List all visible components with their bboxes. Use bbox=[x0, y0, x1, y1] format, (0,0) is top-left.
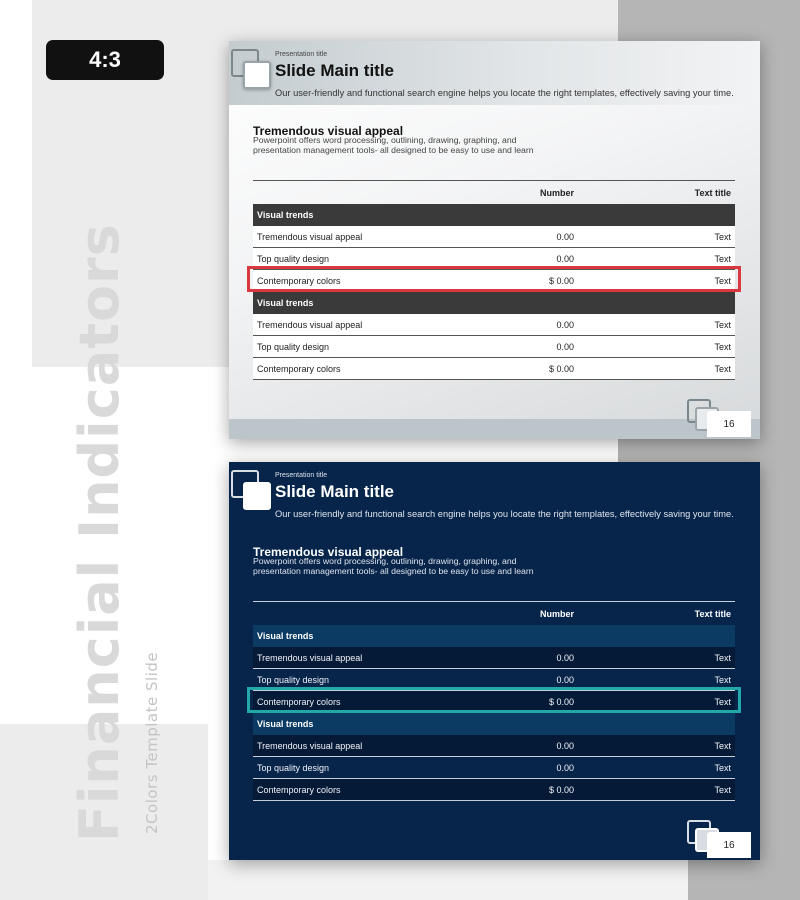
row-highlight-box bbox=[247, 687, 741, 713]
group-label: Visual trends bbox=[257, 210, 314, 220]
cell-text: Text bbox=[714, 341, 731, 352]
presentation-label: Presentation title bbox=[275, 472, 328, 479]
page-number-squares-icon bbox=[687, 399, 751, 437]
side-title: Financial Indicators bbox=[68, 223, 131, 842]
table-row bbox=[253, 735, 735, 757]
cell-name: Tremendous visual appeal bbox=[257, 319, 363, 330]
table-row bbox=[253, 647, 735, 669]
table-row bbox=[253, 336, 735, 358]
cell-name: Contemporary colors bbox=[257, 784, 341, 795]
header-cell-number: Number bbox=[539, 187, 574, 198]
side-subtitle: 2Colors Template Slide bbox=[143, 651, 161, 834]
cell-text: Text bbox=[714, 674, 731, 685]
cell-number: $ 0.00 bbox=[548, 363, 574, 374]
cell-name: Top quality design bbox=[257, 253, 330, 264]
cell-number: $ 0.00 bbox=[548, 784, 574, 795]
table-header-row bbox=[253, 181, 735, 204]
background-block bbox=[208, 860, 688, 900]
table-row bbox=[253, 358, 735, 380]
table-group-row bbox=[253, 292, 735, 314]
cell-name: Contemporary colors bbox=[257, 363, 341, 374]
presentation-label: Presentation title bbox=[275, 51, 328, 58]
table-row bbox=[253, 757, 735, 779]
cell-number: 0.00 bbox=[556, 762, 574, 773]
cell-name: Tremendous visual appeal bbox=[257, 652, 363, 663]
table-row bbox=[253, 314, 735, 336]
header-cell-number: Number bbox=[539, 608, 574, 619]
slide-title: Slide Main title bbox=[275, 482, 395, 501]
cell-number: 0.00 bbox=[556, 341, 574, 352]
cell-name: Top quality design bbox=[257, 341, 330, 352]
cell-number: 0.00 bbox=[556, 253, 574, 264]
section-body: Powerpoint offers word processing, outlining, drawing, graphing, and presentation management tools- all designed to be easy to use and learn bbox=[253, 135, 534, 155]
cell-text: Text bbox=[714, 253, 731, 264]
section-body: Powerpoint offers word processing, outlining, drawing, graphing, and presentation management tools- all designed to be easy to use and learn bbox=[253, 556, 534, 576]
cell-number: 0.00 bbox=[556, 319, 574, 330]
cell-number: 0.00 bbox=[556, 231, 574, 242]
cell-name: Tremendous visual appeal bbox=[257, 740, 363, 751]
table-group-row bbox=[253, 713, 735, 735]
cell-text: Text bbox=[714, 740, 731, 751]
cell-name: Contemporary colors bbox=[257, 696, 341, 707]
page-number-squares-icon bbox=[687, 820, 751, 858]
logo-squares-icon bbox=[231, 470, 271, 510]
slide-light[interactable] bbox=[229, 41, 760, 439]
cell-name: Top quality design bbox=[257, 674, 330, 685]
header-cell-text-title: Text title bbox=[694, 187, 731, 198]
table-group-row bbox=[253, 625, 735, 647]
cell-text: Text bbox=[714, 652, 731, 663]
cell-number: $ 0.00 bbox=[548, 275, 574, 286]
cell-text: Text bbox=[714, 231, 731, 242]
page-number: 16 bbox=[707, 411, 751, 437]
section-title: Tremendous visual appeal bbox=[253, 545, 404, 559]
slide-description: Our user-friendly and functional search engine helps you locate the right templates, effectively saving your time. bbox=[275, 509, 734, 519]
cell-name: Contemporary colors bbox=[257, 275, 341, 286]
page-number: 16 bbox=[707, 832, 751, 858]
cell-text: Text bbox=[714, 762, 731, 773]
table-row bbox=[253, 779, 735, 801]
cell-text: Text bbox=[714, 319, 731, 330]
slide-description: Our user-friendly and functional search engine helps you locate the right templates, effectively saving your time. bbox=[275, 88, 734, 98]
table-header-row bbox=[253, 602, 735, 625]
header-cell-text-title: Text title bbox=[694, 608, 731, 619]
table-row bbox=[253, 226, 735, 248]
cell-text: Text bbox=[714, 696, 731, 707]
cell-number: 0.00 bbox=[556, 652, 574, 663]
cell-name: Tremendous visual appeal bbox=[257, 231, 363, 242]
row-highlight-box bbox=[247, 266, 741, 292]
cell-number: 0.00 bbox=[556, 674, 574, 685]
group-label: Visual trends bbox=[257, 719, 314, 729]
group-label: Visual trends bbox=[257, 298, 314, 308]
slide-title: Slide Main title bbox=[275, 61, 395, 80]
logo-squares-icon bbox=[231, 49, 271, 89]
slide-dark[interactable] bbox=[229, 462, 760, 860]
cell-text: Text bbox=[714, 363, 731, 374]
cell-name: Top quality design bbox=[257, 762, 330, 773]
footer-band bbox=[229, 419, 760, 439]
cell-number: 0.00 bbox=[556, 740, 574, 751]
group-label: Visual trends bbox=[257, 631, 314, 641]
cell-text: Text bbox=[714, 275, 731, 286]
cell-number: $ 0.00 bbox=[548, 696, 574, 707]
section-title: Tremendous visual appeal bbox=[253, 124, 404, 138]
table-group-row bbox=[253, 204, 735, 226]
cell-text: Text bbox=[714, 784, 731, 795]
aspect-ratio-badge: 4:3 bbox=[46, 40, 164, 80]
